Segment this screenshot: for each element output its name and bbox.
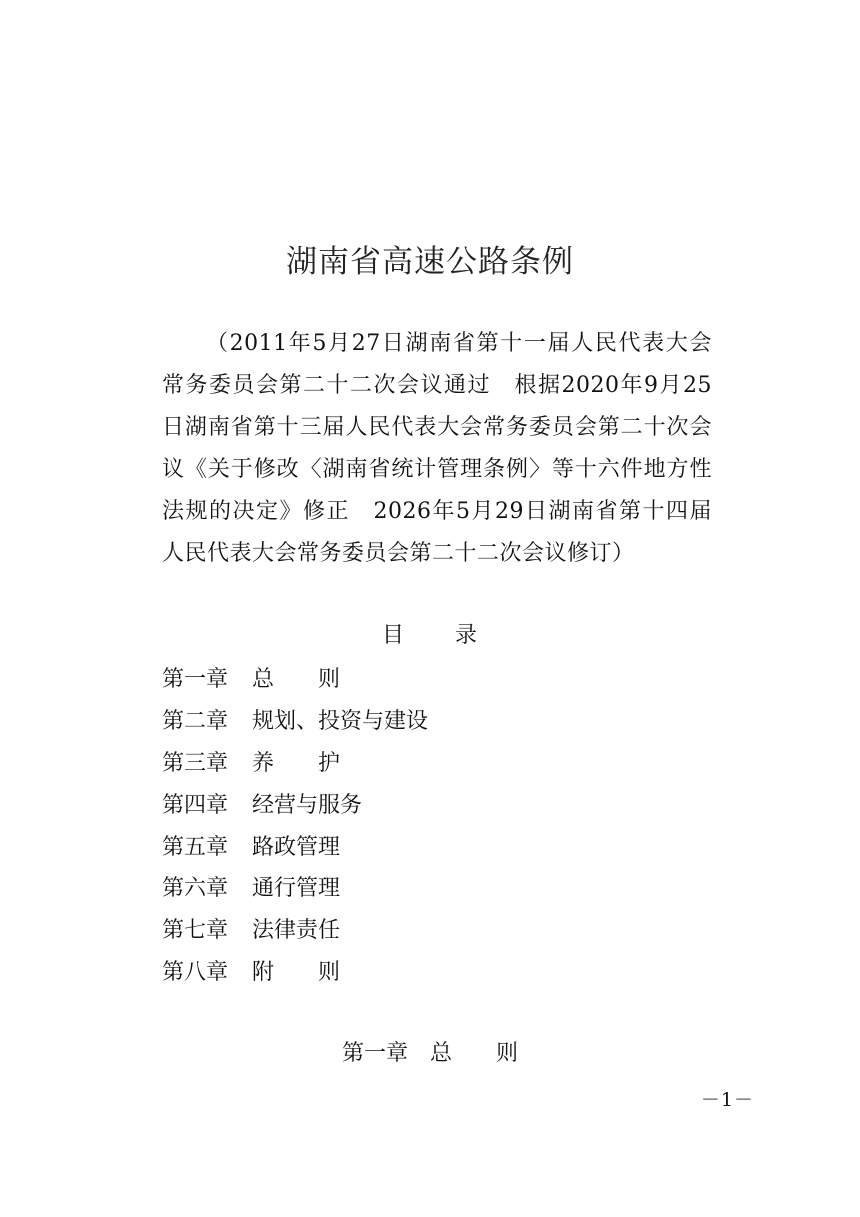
toc-item xyxy=(162,908,428,950)
chapter-heading xyxy=(0,1036,860,1067)
chapter-heading-number: 第一章 xyxy=(341,1041,408,1066)
toc-item xyxy=(162,657,428,699)
toc-chapter-name: 经营与服务 xyxy=(252,792,363,818)
toc-heading-left: 目 xyxy=(381,623,405,648)
toc-chapter-number: 第四章 xyxy=(162,792,229,818)
toc-chapter-number: 第一章 xyxy=(162,667,229,693)
document-title: 湖南省高速公路条例 xyxy=(286,244,574,280)
toc-heading xyxy=(0,618,860,649)
toc-chapter-name: 通行管理 xyxy=(252,876,341,902)
toc-chapter-name: 路政管理 xyxy=(252,834,341,860)
toc-item xyxy=(162,950,428,992)
page-number: －1－ xyxy=(700,1089,754,1111)
toc-item xyxy=(162,782,428,824)
toc-chapter-name: 总 则 xyxy=(252,667,341,693)
toc-chapter-number: 第三章 xyxy=(162,750,229,776)
chapter-heading-name: 总 则 xyxy=(430,1041,519,1066)
toc-heading-right: 录 xyxy=(455,623,479,648)
toc-chapter-name: 附 则 xyxy=(252,959,341,985)
toc-chapter-name: 养 护 xyxy=(252,750,341,776)
toc-item xyxy=(162,866,428,908)
toc-chapter-number: 第六章 xyxy=(162,876,229,902)
toc-chapter-number: 第七章 xyxy=(162,918,229,944)
toc-item xyxy=(162,741,428,783)
preamble-paragraph: （2011年5月27日湖南省第十一届人民代表大会常务委员会第二十二次会议通过 根据2020年9月25日湖南省第十三届人民代表大会常务委员会第二十次会议《关于修改〈湖南省统计管理条例〉等十六件地方性法规的决定》修正 2026年5月29日湖南省第十四届人民代表大会常务委员会第二十二次会议修订） xyxy=(162,331,712,566)
toc-chapter-name: 规划、投资与建设 xyxy=(252,709,429,735)
toc-item xyxy=(162,699,428,741)
toc-item xyxy=(162,824,428,866)
toc-chapter-number: 第五章 xyxy=(162,834,229,860)
toc-chapter-number: 第二章 xyxy=(162,709,229,735)
toc-chapter-name: 法律责任 xyxy=(252,918,341,944)
toc-list xyxy=(162,657,428,991)
toc-chapter-number: 第八章 xyxy=(162,959,229,985)
